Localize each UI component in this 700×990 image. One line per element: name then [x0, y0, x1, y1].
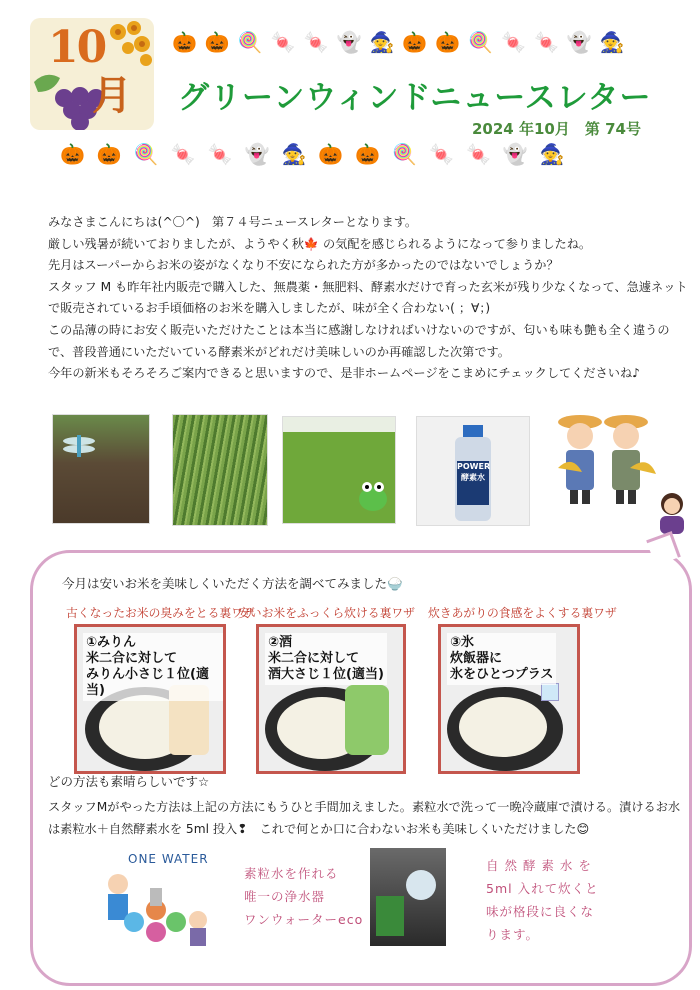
tip-label-line: 米二合に対して	[268, 651, 360, 666]
candy-icon: 🍬	[429, 142, 454, 166]
rice-paddy-photo	[282, 416, 396, 524]
pumpkin-icon: 🎃	[96, 142, 122, 166]
water-purifier-icon	[100, 870, 212, 946]
tips-lead	[62, 574, 403, 592]
tip-caption-3: 炊きあがりの食感をよくする裏ワザ	[428, 606, 617, 620]
one-water-description	[244, 862, 363, 931]
tip-card-mirin	[74, 624, 226, 774]
rice-field-closeup-photo	[172, 414, 268, 526]
tips-summary: どの方法も素晴らしいです☆	[48, 774, 210, 789]
lollipop-icon: 🍭	[392, 142, 418, 166]
pumpkin-icon: 🎃	[318, 142, 344, 166]
tip-label-line: 米二合に対して	[86, 651, 178, 666]
ice-cube-image	[541, 683, 559, 701]
pumpkin-icon: 🎃	[435, 30, 461, 54]
witch-hat-icon: 🧙	[369, 30, 395, 54]
tip-label-line: ③氷	[450, 635, 475, 650]
tip-label-line: 氷をひとつプラス	[450, 667, 554, 682]
ghost-icon: 👻	[244, 142, 270, 166]
farmers-illustration	[552, 408, 662, 508]
candy-icon: 🍬	[270, 30, 296, 54]
month-number: 10	[48, 22, 106, 73]
farmer-couple-icon	[552, 408, 662, 508]
intro-paragraph: 厳しい残暑が続いておりましたが、ようやく秋🍁 の気配を感じられるようになって参りましたね。	[48, 236, 592, 251]
woman-avatar-icon	[654, 490, 690, 536]
pumpkin-icon: 🎃	[172, 30, 197, 54]
sake-bottle-image	[345, 685, 389, 755]
halloween-decoration-top	[172, 32, 625, 52]
staff-avatar-illustration	[654, 490, 690, 536]
intro-paragraph: 先月はスーパーからお米の姿がなくなり不安になられた方が多かったのではないでしょうか？	[48, 258, 559, 273]
bottle-label-line1: POWER	[457, 462, 491, 471]
witch-hat-icon: 🧙	[599, 30, 625, 54]
intro-paragraph: 今年の新米もそろそろご案内できると思いますので、是非ホームページをこまめにチェックしてくださいね♪	[48, 366, 640, 381]
pouring-enzyme-photo	[370, 848, 446, 946]
tip-label-line: ①みりん	[86, 635, 137, 650]
witch-hat-icon: 🧙	[281, 142, 307, 166]
tip-label-2	[265, 633, 387, 685]
newsletter-title: グリーンウィンドニュースレター	[178, 80, 652, 116]
candy-icon: 🍬	[170, 142, 196, 166]
measuring-cup-image	[406, 870, 436, 900]
cooked-rice-image	[459, 697, 547, 757]
witch-hat-icon: 🧙	[539, 142, 565, 166]
pumpkin-icon: 🎃	[204, 30, 230, 54]
lollipop-icon: 🍭	[468, 30, 494, 54]
intro-paragraph: みなさまこんにちは(^〇^) 第７４号ニュースレターとなります。	[48, 215, 418, 229]
tip-label-line: ②酒	[268, 635, 293, 650]
enzyme-note-line: 5ml 入れて炊くと	[486, 881, 599, 896]
one-water-logo: ONE WATER	[128, 852, 209, 866]
rice-seedling-photo	[52, 414, 150, 524]
halloween-decoration-bottom	[60, 144, 565, 164]
one-water-line: 素粒水を作れる	[244, 866, 339, 881]
tip-label-line: みりん小さじ１位(適当)	[86, 667, 209, 698]
tip-card-sake	[256, 624, 406, 774]
candy-icon: 🍬	[207, 142, 233, 166]
one-water-line: ワンウォーターeco	[244, 912, 364, 927]
enzyme-note-line: ります。	[486, 927, 540, 942]
candy-icon: 🍬	[303, 30, 329, 54]
one-water-illustration	[100, 870, 212, 946]
enzyme-note-line: 自 然 酵 素 水 を	[486, 858, 592, 873]
enzyme-water-note	[486, 854, 599, 946]
intro-text	[48, 212, 688, 385]
dragonfly-illustration	[53, 415, 149, 523]
candy-icon: 🍬	[533, 30, 559, 54]
tip-label-3	[447, 633, 556, 685]
tips-lead-text: 今月は安いお米を美味しくいただく方法を調べてみました	[62, 576, 388, 591]
tip-caption-1: 古くなったお米の臭みをとる裏ワザ	[66, 606, 255, 620]
intro-paragraph: この品薄の時にお安く販売いただけたことは本当に感謝しなければいけないのですが、匂いも味も艶も全く違うので、普段普通にいただいている酵素米がどれだけ美味しいのか再確認した次第です。	[48, 322, 670, 359]
tip-caption-2: 安いお米をふっくら炊ける裏ワザ	[238, 606, 415, 620]
candy-icon: 🍬	[465, 142, 491, 166]
tip-card-ice	[438, 624, 580, 774]
candy-icon: 🍬	[501, 30, 526, 54]
tip-label-line: 炊飯器に	[450, 651, 503, 666]
tip-label-line: 酒大さじ１位(適当)	[268, 667, 384, 682]
bowl-icon: 🍚	[387, 576, 403, 591]
frog-illustration	[283, 417, 395, 523]
lollipop-icon: 🍭	[133, 142, 159, 166]
pumpkin-icon: 🎃	[355, 142, 381, 166]
intro-paragraph: スタッフ M も昨年社内販売で購入した、無農薬・無肥料、酵素水だけで育った玄米が残り少なくなって、急遽ネットで販売されているお手頃価格のお米を購入しましたが、味が全く合わない( ；∀；)	[48, 279, 688, 316]
tip-label-1	[83, 633, 223, 701]
pumpkin-icon: 🎃	[402, 30, 428, 54]
ghost-icon: 👻	[336, 30, 362, 54]
bottle-label-line2: 酵素水	[461, 473, 485, 482]
one-water-line: 唯一の浄水器	[244, 889, 326, 904]
staff-method-text: スタッフMがやった方法は上記の方法にもうひと手間加えました。素粒水で洗って一晩冷蔵庫で漬ける。漬けるお水は素粒水＋自然酵素水を 5ml 投入❢ これで何とか口に合わないお米も美味しくいただけました😊	[48, 800, 681, 836]
power-enzyme-water-photo	[416, 416, 530, 526]
lollipop-icon: 🍭	[237, 30, 263, 54]
enzyme-note-line: 味が格段に良くな	[486, 904, 595, 919]
ghost-icon: 👻	[566, 30, 592, 54]
month-kanji: 月	[92, 72, 132, 119]
enzyme-package-image	[376, 896, 404, 936]
bottle-label	[457, 461, 489, 483]
pumpkin-icon: 🎃	[60, 142, 85, 166]
issue-number: 2024 年10月 第 74号	[472, 120, 641, 138]
ghost-icon: 👻	[502, 142, 528, 166]
